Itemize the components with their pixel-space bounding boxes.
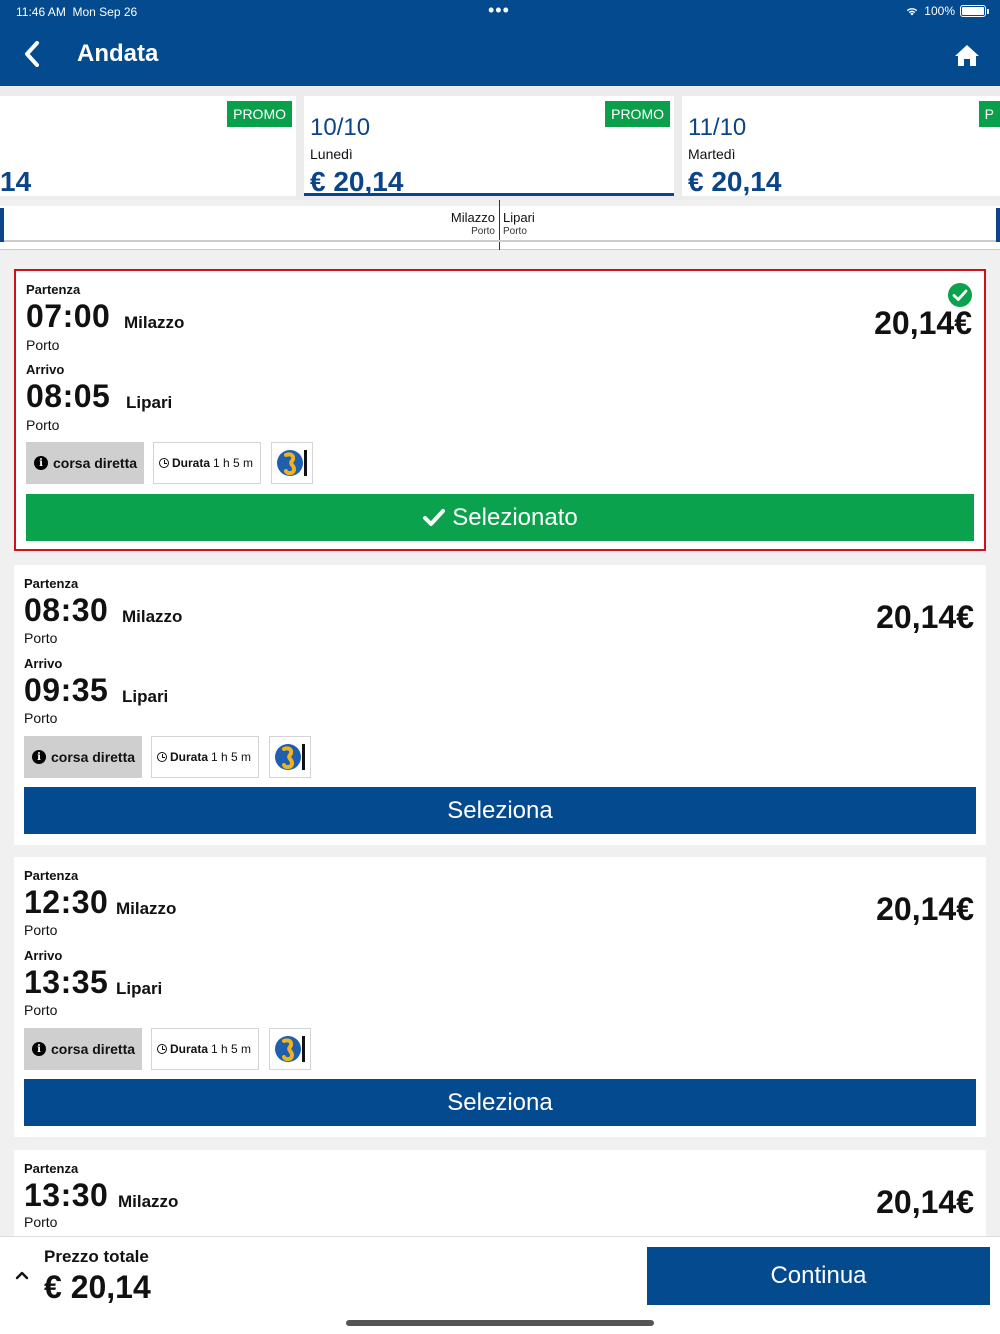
route-to <box>503 210 535 237</box>
departure-port: Porto <box>26 337 60 353</box>
date-tab-previous[interactable] <box>0 96 296 196</box>
seahorse-logo-icon <box>274 1033 306 1065</box>
duration-chip <box>151 1028 259 1070</box>
status-indicators <box>905 4 986 18</box>
route-bar <box>0 206 1000 250</box>
arrival-city: Lipari <box>116 979 163 998</box>
arrival-city: Lipari <box>122 687 169 706</box>
info-icon: i <box>32 1042 46 1056</box>
promo-badge: PROMO <box>605 101 670 127</box>
page-title: Andata <box>77 40 159 67</box>
seahorse-logo-icon <box>276 447 308 479</box>
battery-percent: 100% <box>924 4 955 18</box>
clock-icon <box>157 1044 167 1054</box>
home-indicator[interactable] <box>346 1320 654 1326</box>
date-tab-day: Martedì <box>688 146 736 162</box>
seahorse-logo-icon <box>274 741 306 773</box>
departure-port: Porto <box>24 922 58 938</box>
total-price-value: € 20,14 <box>44 1269 151 1305</box>
date-carousel[interactable] <box>0 86 1000 200</box>
duration-value: 1 h 5 m <box>211 750 252 764</box>
selected-button[interactable] <box>26 494 974 541</box>
route-from-port: Porto <box>471 226 495 237</box>
multitasking-dots-icon[interactable]: ••• <box>488 0 510 20</box>
departure-city: Milazzo <box>124 313 185 332</box>
home-icon[interactable] <box>954 42 980 68</box>
duration-value: 1 h 5 m <box>213 456 254 470</box>
status-time: 11:46 AM Mon Sep 26 <box>16 5 138 19</box>
date-tab-date: 10/10 <box>310 114 371 141</box>
trip-price: 20,14€ <box>874 305 972 341</box>
promo-badge: PROMO <box>227 101 292 127</box>
arrival-label: Arrivo <box>24 656 63 671</box>
departure-city: Milazzo <box>122 607 183 626</box>
arrival-time: 09:35 <box>24 672 109 708</box>
arrival-port: Porto <box>24 1002 58 1018</box>
route-divider <box>499 200 500 250</box>
departure-time: 07:00 <box>26 298 111 334</box>
chevron-up-icon[interactable] <box>14 1267 30 1283</box>
battery-icon <box>960 5 986 17</box>
route-from <box>451 210 495 237</box>
duration-label: Durata <box>170 750 209 764</box>
direct-route-label: corsa diretta <box>53 455 138 471</box>
back-button[interactable] <box>16 38 48 70</box>
date-tab-day: Lunedì <box>310 146 353 162</box>
operator-logo <box>269 1028 311 1070</box>
duration-value: 1 h 5 m <box>211 1042 252 1056</box>
departure-time: 13:30 <box>24 1177 109 1213</box>
chevron-left-icon <box>23 40 41 68</box>
check-icon <box>422 508 446 528</box>
route-right-marker <box>996 208 1000 242</box>
wifi-icon <box>905 6 919 16</box>
select-button[interactable]: Seleziona <box>24 787 976 834</box>
selected-button-label: Selezionato <box>452 503 578 531</box>
departure-time: 12:30 <box>24 884 109 920</box>
arrival-time: 13:35 <box>24 964 109 1000</box>
continue-button[interactable]: Continua <box>647 1247 990 1305</box>
route-track <box>4 240 996 242</box>
route-left-marker <box>0 208 4 242</box>
route-to-city: Lipari <box>503 210 535 225</box>
direct-route-chip[interactable] <box>26 442 144 484</box>
total-price-label: Prezzo totale <box>44 1247 149 1266</box>
duration-chip <box>153 442 261 484</box>
duration-chip <box>151 736 259 778</box>
arrival-label: Arrivo <box>24 948 63 963</box>
departure-label: Partenza <box>24 868 79 883</box>
arrival-city: Lipari <box>126 393 173 412</box>
clock-icon <box>159 458 169 468</box>
arrival-port: Porto <box>26 417 60 433</box>
select-button[interactable]: Seleziona <box>24 1079 976 1126</box>
duration-label: Durata <box>172 456 211 470</box>
date-tab-10-10[interactable] <box>304 96 674 196</box>
departure-city: Milazzo <box>116 899 177 918</box>
trip-card[interactable] <box>14 565 986 845</box>
route-to-port: Porto <box>503 226 527 237</box>
date-tab-price: 14 <box>0 166 32 197</box>
date-tab-price: € 20,14 <box>688 166 782 197</box>
info-icon: i <box>34 456 48 470</box>
selected-check-icon <box>948 283 972 307</box>
direct-route-label: corsa diretta <box>51 749 136 765</box>
arrival-time: 08:05 <box>26 378 111 414</box>
direct-route-chip[interactable] <box>24 736 142 778</box>
direct-route-label: corsa diretta <box>51 1041 136 1057</box>
date-tab-date: 11/10 <box>688 114 747 141</box>
date-tab-11-10[interactable] <box>682 96 1000 196</box>
info-icon: i <box>32 750 46 764</box>
operator-logo <box>271 442 313 484</box>
departure-time: 08:30 <box>24 592 109 628</box>
promo-badge: P <box>979 101 1000 127</box>
trip-card[interactable] <box>14 1150 986 1240</box>
trip-price: 20,14€ <box>876 599 974 635</box>
departure-label: Partenza <box>24 576 79 591</box>
departure-city: Milazzo <box>118 1192 179 1211</box>
trip-price: 20,14€ <box>876 891 974 927</box>
trip-price: 20,14€ <box>876 1184 974 1220</box>
trip-card[interactable] <box>14 269 986 551</box>
departure-port: Porto <box>24 630 58 646</box>
departure-port: Porto <box>24 1214 58 1230</box>
arrival-port: Porto <box>24 710 58 726</box>
clock-icon <box>157 752 167 762</box>
duration-label: Durata <box>170 1042 209 1056</box>
route-from-city: Milazzo <box>450 210 495 225</box>
operator-logo <box>269 736 311 778</box>
direct-route-chip[interactable] <box>24 1028 142 1070</box>
app-header <box>0 0 1000 86</box>
departure-label: Partenza <box>26 282 81 297</box>
departure-label: Partenza <box>24 1161 79 1176</box>
date-tab-price: € 20,14 <box>310 166 404 197</box>
arrival-label: Arrivo <box>26 362 65 377</box>
trip-card[interactable] <box>14 857 986 1137</box>
